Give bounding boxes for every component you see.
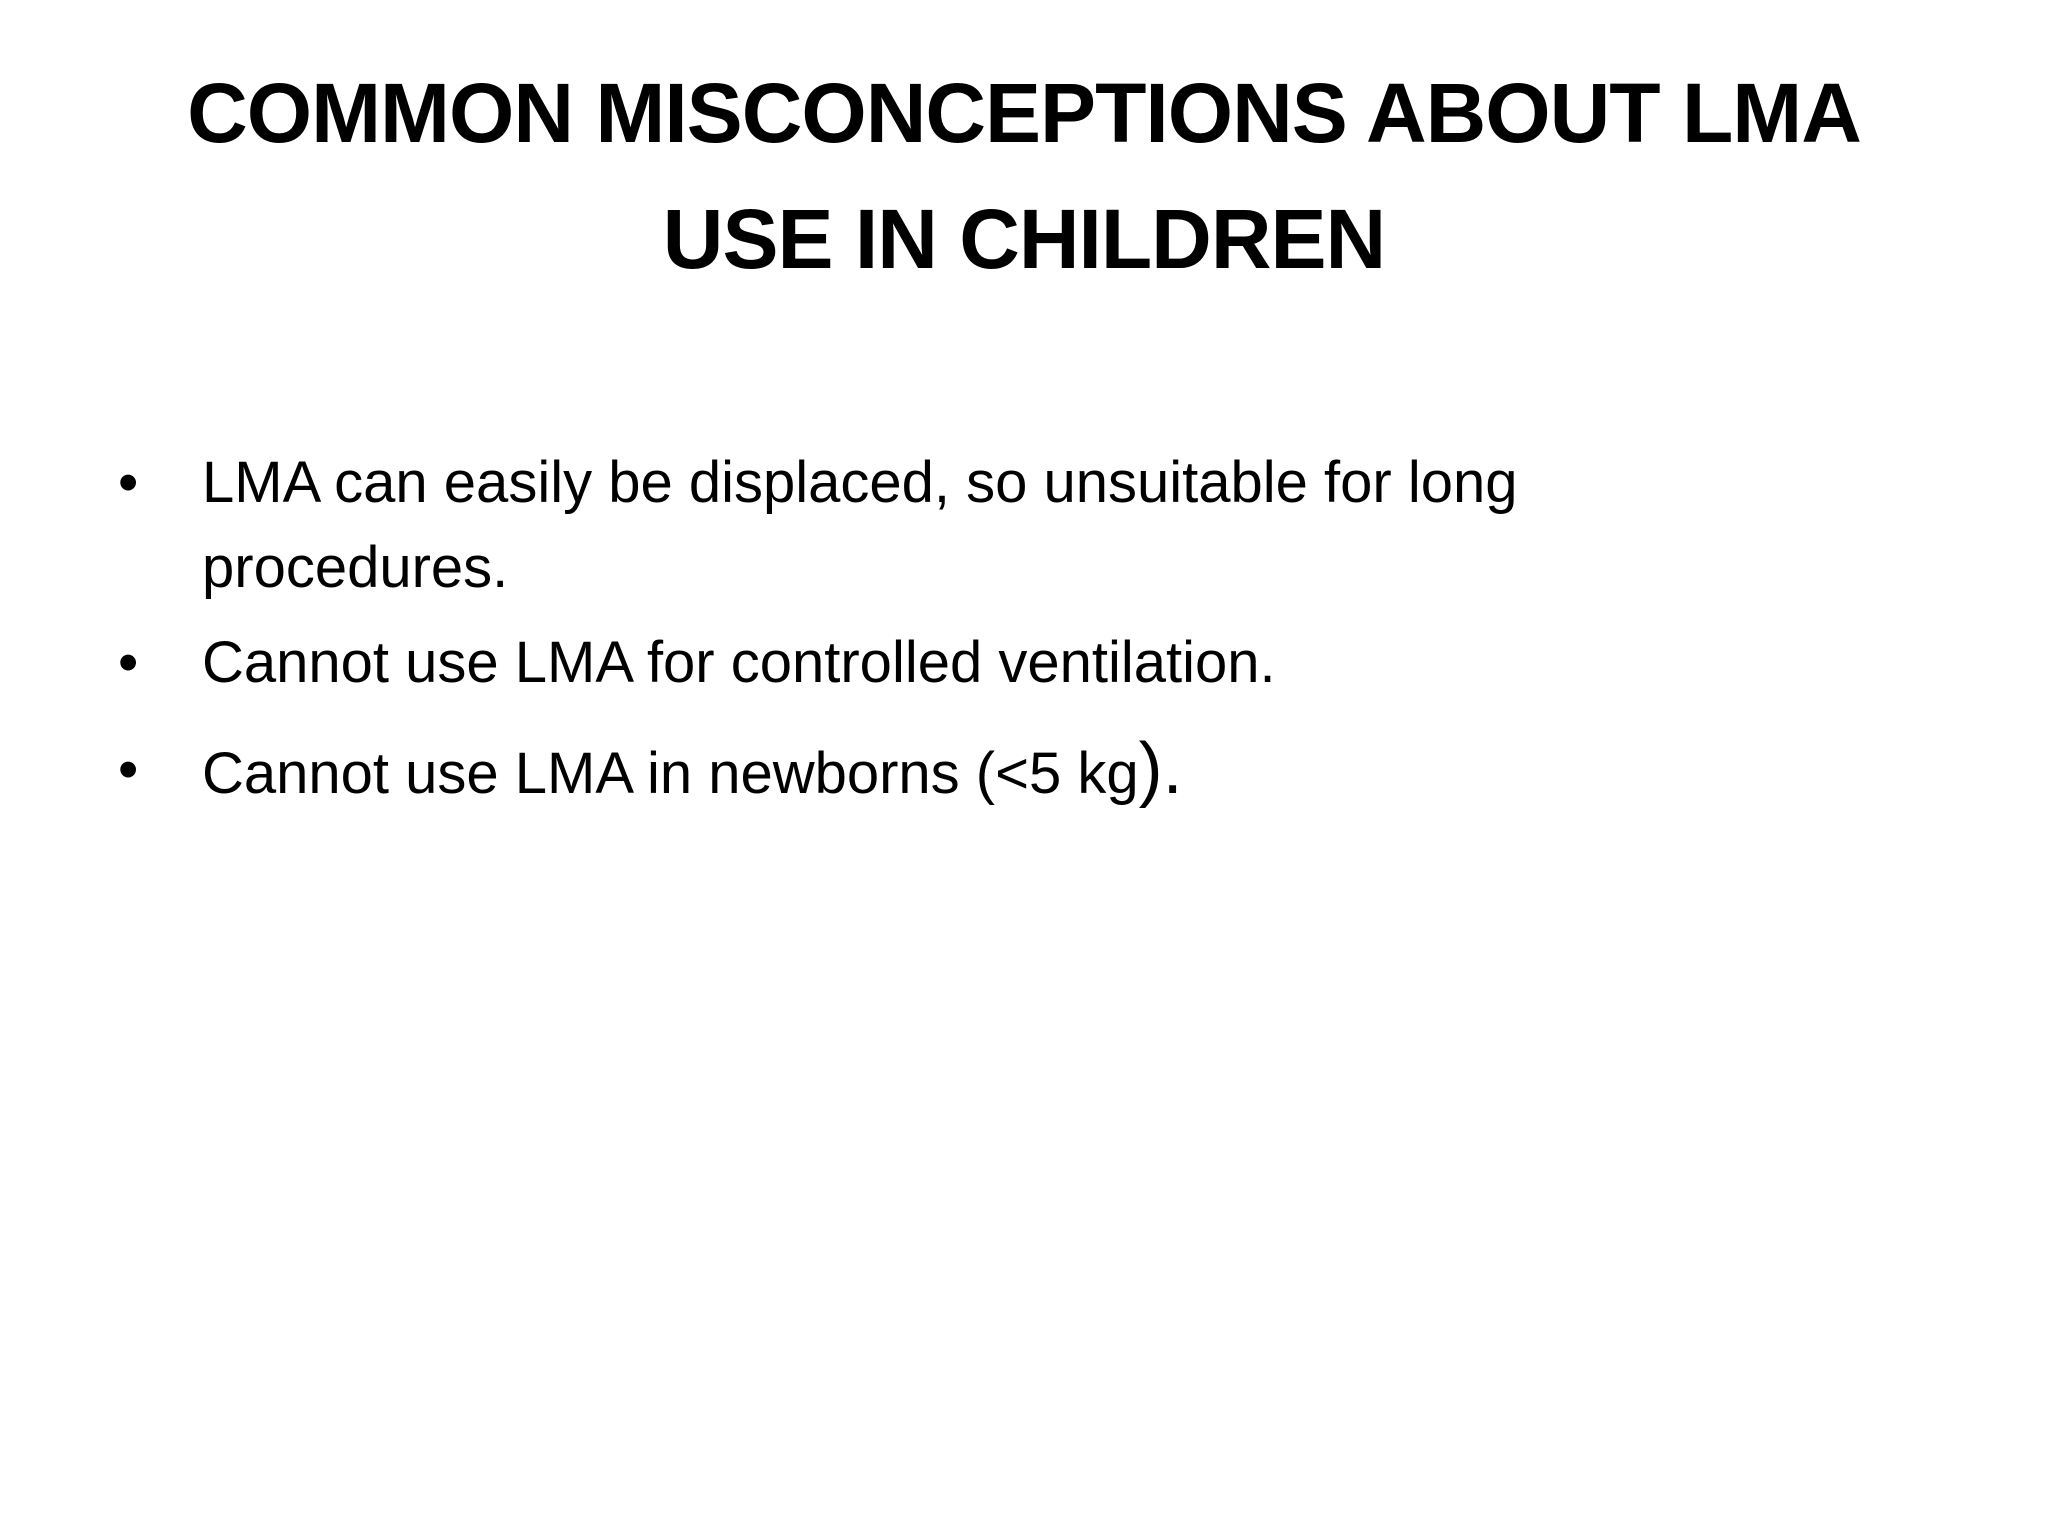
bullet-text: Cannot use LMA in newborns (<5 kg xyxy=(202,741,1139,806)
bullet-text-tail: ). xyxy=(1138,729,1183,809)
bullet-icon: • xyxy=(118,630,139,695)
list-item xyxy=(118,727,1718,816)
bullet-text: Cannot use LMA for controlled ventilation. xyxy=(202,630,1276,695)
slide-title: COMMON MISCONCEPTIONS ABOUT LMA USE IN CHILDREN xyxy=(187,66,1861,286)
bullet-text: LMA can easily be displaced, so unsuitable for long procedures. xyxy=(202,450,1518,600)
bullet-list xyxy=(118,440,1718,816)
list-item xyxy=(118,440,1718,610)
bullet-icon: • xyxy=(118,737,139,802)
bullet-icon: • xyxy=(118,450,139,515)
list-item xyxy=(118,620,1718,705)
